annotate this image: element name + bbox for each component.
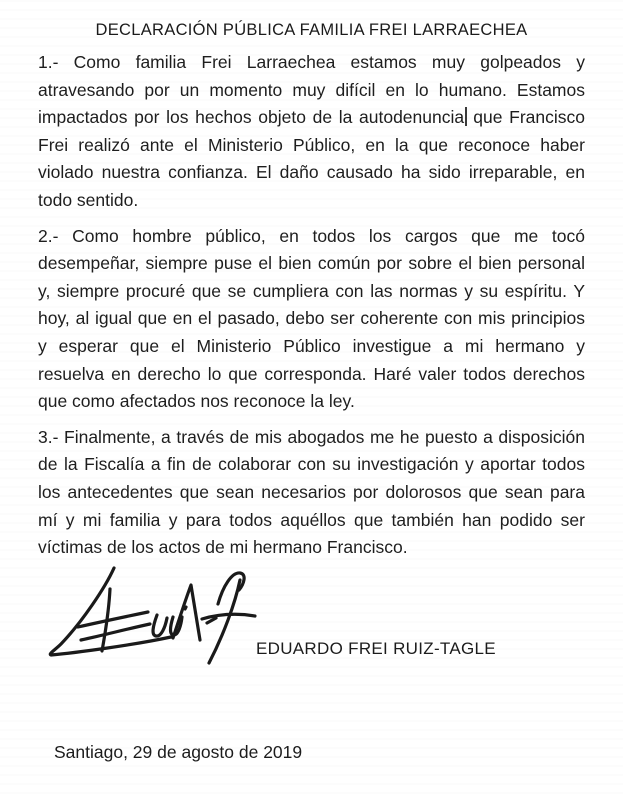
paragraph-1-text-after-cursor: que Francisco Frei realizó ante el Ministerio Público, en la que reconoce haber violado nuestra confianza. El daño causado ha sido irreparable, en todo sentido. — [38, 107, 585, 210]
document-title[interactable]: DECLARACIÓN PÚBLICA FAMILIA FREI LARRAECHEA — [95, 21, 528, 39]
paragraph-2[interactable]: 2.- Como hombre público, en todos los cargos que me tocó desempeñar, siempre puse el bien común por sobre el bien personal y, siempre procuré que se cumpliera con las normas y su espíritu. Y hoy, al igual que en el pasado, debo ser coherente con mis principios y esperar que el Ministerio Público investigue a mi hermano y resuelva en derecho lo que corresponda. Haré valer todos derechos que como afectados nos reconoce la ley. — [38, 225, 585, 412]
signer-name[interactable]: EDUARDO FREI RUIZ-TAGLE — [256, 639, 496, 658]
handwritten-signature — [42, 556, 257, 668]
paragraph-3[interactable]: 3.- Finalmente, a través de mis abogados me he puesto a disposición de la Fiscalía a fin de colaborar con su investigación y aportar todos los antecedentes que sean necesarios por dolorosos que sean para mí y mi familia y para todos aquéllos que también han podido ser víctimas de los actos de mi hermano Francisco. — [38, 426, 585, 558]
paragraph-1-text-before-cursor: 1.- Como familia Frei Larraechea estamos muy golpeados y atravesando por un momento muy difícil en lo humano. Estamos impactados por los hechos objeto de la autodenuncia — [38, 52, 585, 128]
paragraph-1[interactable] — [38, 49, 585, 215]
signature-scribble-icon — [42, 556, 257, 668]
date-line[interactable]: Santiago, 29 de agosto de 2019 — [54, 742, 303, 762]
